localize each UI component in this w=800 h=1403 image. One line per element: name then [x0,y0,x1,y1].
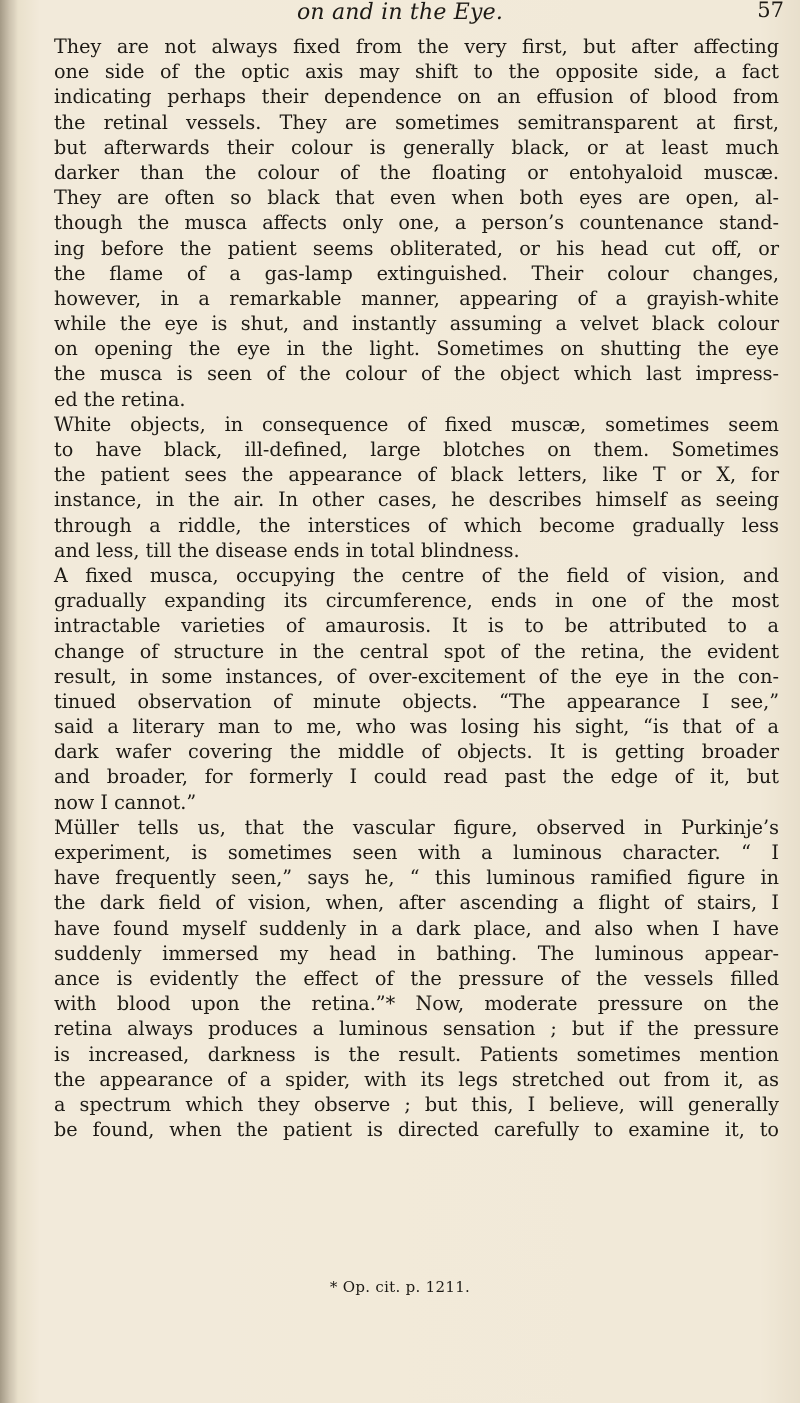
text-line: gradually expanding its circumference, ends in one of the most [54,589,779,613]
running-title: on and in the Eye. [296,0,504,25]
page-number: 57 [757,0,784,22]
text-line: White objects, in consequence of fixed muscæ, sometimes seem [54,412,779,436]
text-line: indicating perhaps their dependence on an effusion of blood from [54,85,779,109]
text-line: have found myself suddenly in a dark place, and also when I have [54,916,779,940]
text-line: suddenly immersed my head in bathing. The luminous appear- [54,941,779,965]
text-line: experiment, is sometimes seen with a luminous character. “ I [54,841,779,864]
text-line: with blood upon the retina.”* Now, moderate pressure on the [54,992,779,1016]
text-line: is increased, darkness is the result. Patients sometimes mention [54,1042,779,1066]
text-line: now I cannot.” [54,790,197,814]
text-line: the flame of a gas-lamp extinguished. Their colour changes, [54,261,779,285]
body-text [54,34,779,1142]
text-line: and less, till the disease ends in total blindness. [54,538,520,562]
text-line: change of structure in the central spot of the retina, the evident [54,639,779,663]
text-line: instance, in the air. In other cases, he describes himself as seeing [54,488,779,512]
text-line: They are often so black that even when both eyes are open, al- [54,186,779,210]
text-line: tinued observation of minute objects. “The appearance I see,” [54,689,779,713]
text-line: result, in some instances, of over-excitement of the eye in the con- [54,664,779,688]
text-line: the retinal vessels. They are sometimes semitransparent at first, [54,110,779,134]
binding-gutter [0,0,18,1403]
text-line: intractable varieties of amaurosis. It is to be attributed to a [54,614,779,638]
text-line: a spectrum which they observe ; but this, I believe, will generally [54,1092,779,1116]
text-line: be found, when the patient is directed carefully to examine it, to [54,1118,779,1142]
text-line: one side of the optic axis may shift to the opposite side, a fact [54,60,779,84]
text-line: the musca is seen of the colour of the object which last impress- [54,362,779,386]
text-line: while the eye is shut, and instantly assuming a velvet black colour [54,312,779,336]
text-line: They are not always fixed from the very first, but after affecting [54,35,779,58]
text-line: Müller tells us, that the vascular figure, observed in Purkinje’s [54,815,779,839]
text-line: to have black, ill-defined, large blotches on them. Sometimes [54,438,779,461]
text-line: on opening the eye in the light. Sometimes on shutting the eye [54,337,779,361]
text-line: the dark field of vision, when, after ascending a flight of stairs, I [54,891,779,915]
text-line: darker than the colour of the floating or entohyaloid muscæ. [54,160,779,184]
text-line: however, in a remarkable manner, appearing of a grayish-white [54,286,779,310]
text-line: though the musca affects only one, a person’s countenance stand- [54,211,779,235]
text-line: A fixed musca, occupying the centre of the field of vision, and [54,563,779,587]
text-line: the appearance of a spider, with its legs stretched out from it, as [54,1067,779,1091]
text-line: said a literary man to me, who was losing his sight, “is that of a [54,715,779,739]
text-line: the patient sees the appearance of black letters, like T or X, for [54,463,779,487]
text-line: through a riddle, the interstices of which become gradually less [54,513,779,537]
text-line: and broader, for formerly I could read past the edge of it, but [54,765,779,789]
text-line: ing before the patient seems obliterated, or his head cut off, or [54,236,779,260]
text-line: retina always produces a luminous sensation ; but if the pressure [54,1017,779,1041]
text-line: have frequently seen,” says he, “ this luminous ramified figure in [54,866,779,890]
text-line: dark wafer covering the middle of objects. It is getting broader [54,740,779,764]
running-head [0,0,800,30]
text-line: ance is evidently the effect of the pressure of the vessels filled [54,966,779,990]
footnote: * Op. cit. p. 1211. [329,1278,471,1296]
text-line: but afterwards their colour is generally black, or at least much [54,135,779,159]
text-line: ed the retina. [54,387,186,411]
